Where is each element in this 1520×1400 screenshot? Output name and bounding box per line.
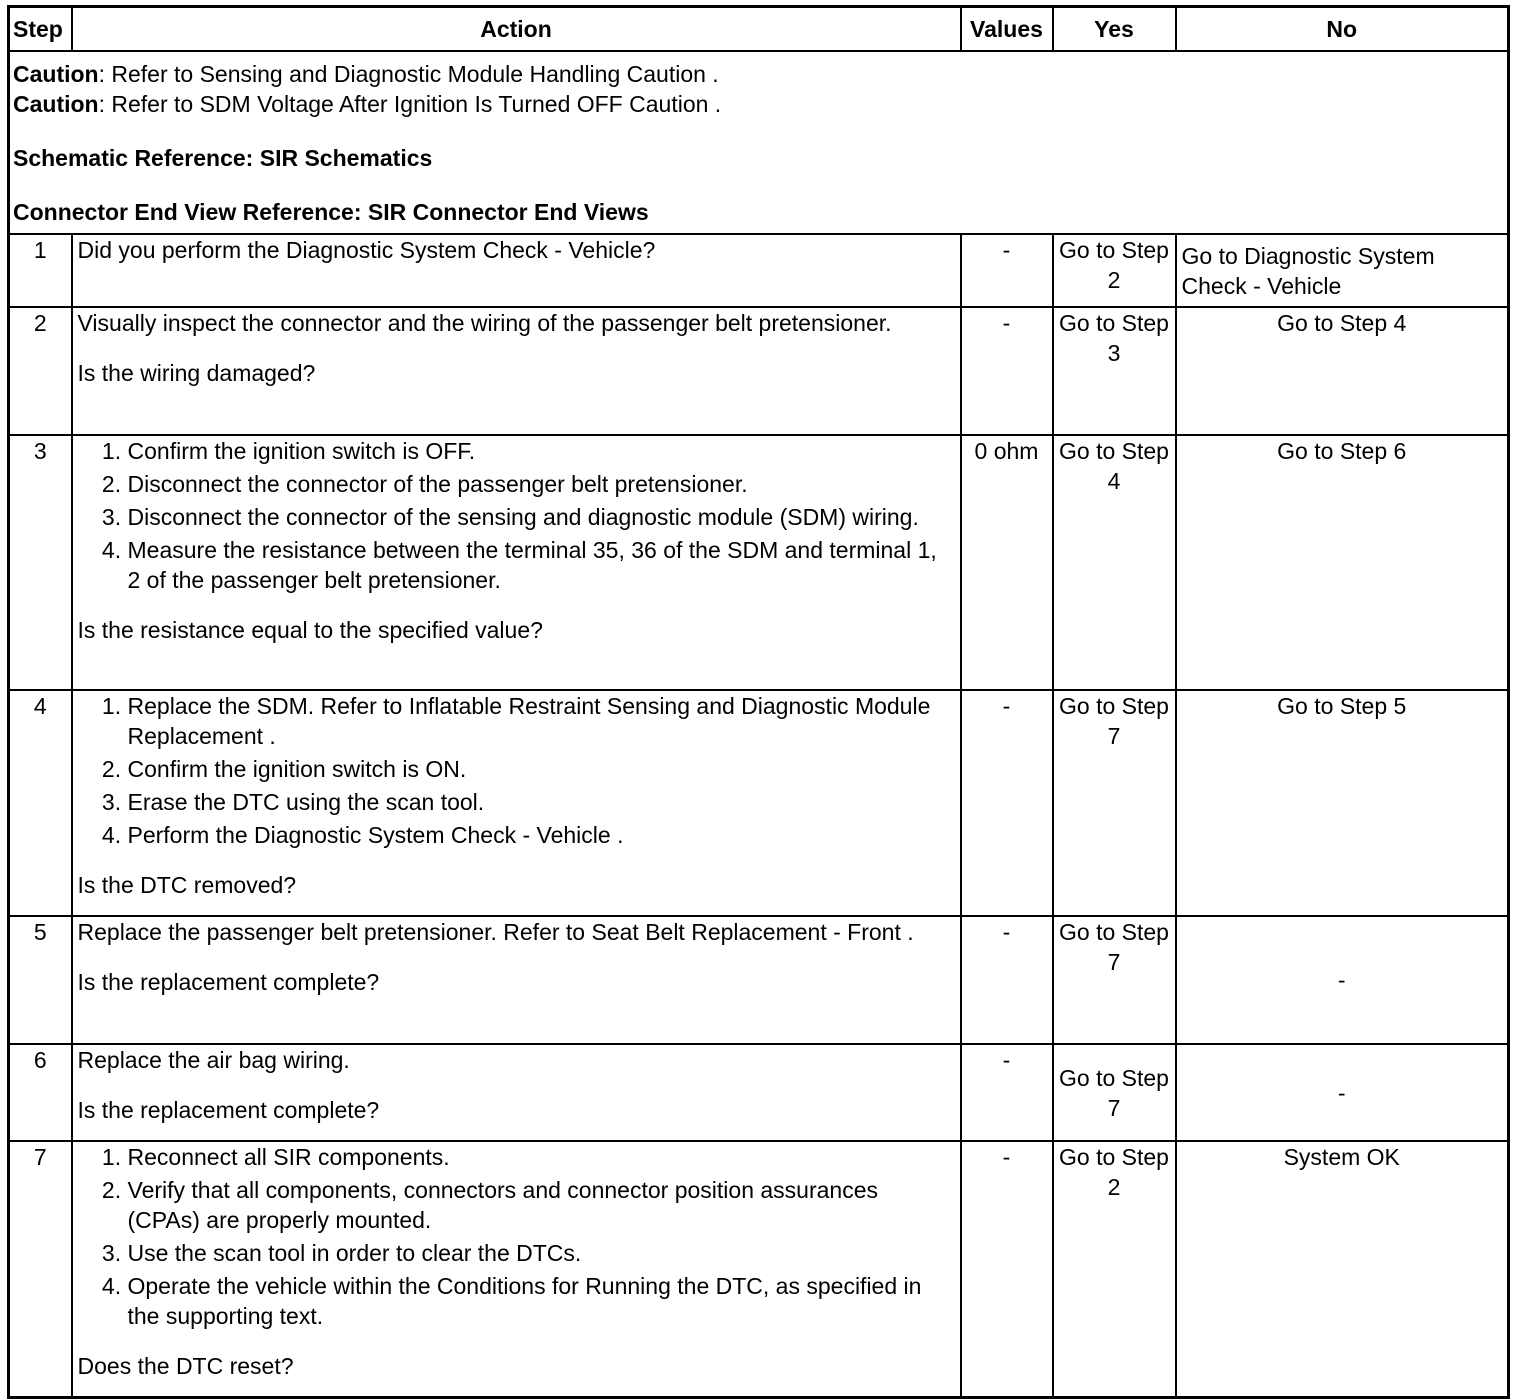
action-text: Did you perform the Diagnostic System Check - Vehicle? [77,237,656,263]
step-yes: Go to Step 2 [1053,234,1176,307]
step-value: - [961,1044,1053,1141]
step-yes: Go to Step 2 [1053,1141,1176,1397]
step-no: Go to Diagnostic System Check - Vehicle [1176,234,1509,307]
step-action [72,916,961,1044]
header-row [9,7,1509,52]
step-action [72,234,961,307]
intro-cell [9,51,1509,234]
step-value: - [961,1141,1053,1397]
step-number: 6 [9,1044,72,1141]
step-number: 4 [9,690,72,916]
schematic-reference [13,143,1504,173]
diagnostic-table [7,5,1510,1399]
action-text: Replace the passenger belt pretensioner. Refer to Seat Belt Replacement - Front . [77,919,914,945]
step-no: - [1176,916,1509,1044]
diagnostic-table-container [7,5,1510,1399]
caution-2 [13,89,1504,119]
step-value: - [961,307,1053,435]
intro-row [9,51,1509,234]
step-row-7 [9,1141,1509,1397]
step-no: - [1176,1044,1509,1141]
list-item: 2. Confirm the ignition switch is ON. [128,754,955,784]
caution-2-label: Caution [13,91,99,117]
step-number: 2 [9,307,72,435]
action-question: Is the DTC removed? [77,872,297,898]
step-no: Go to Step 6 [1176,435,1509,690]
step-action [72,690,961,916]
action-list [78,1142,955,1331]
header-step: Step [9,7,72,52]
step-row-1 [9,234,1509,307]
step-action [72,435,961,690]
step-yes: Go to Step 7 [1053,1044,1176,1141]
step-row-4 [9,690,1509,916]
step-row-6 [9,1044,1509,1141]
list-item: 1. Confirm the ignition switch is OFF. [128,436,955,466]
header-values: Values [961,7,1053,52]
step-number: 3 [9,435,72,690]
list-item: 2. Disconnect the connector of the passenger belt pretensioner. [128,469,955,499]
step-number: 7 [9,1141,72,1397]
action-question: Is the resistance equal to the specified value? [77,617,543,643]
list-item: 4. Operate the vehicle within the Conditions for Running the DTC, as specified in the supporting text. [128,1271,955,1331]
list-item: 4. Measure the resistance between the terminal 35, 36 of the SDM and terminal 1, 2 of the passenger belt pretensioner. [128,535,955,595]
list-item: 2. Verify that all components, connectors and connector position assurances (CPAs) are properly mounted. [128,1175,955,1235]
caution-2-text: : Refer to SDM Voltage After Ignition Is Turned OFF Caution . [98,91,722,117]
action-question: Is the replacement complete? [77,969,380,995]
schematic-reference-text: Schematic Reference: SIR Schematics [13,145,433,171]
list-item: 3. Use the scan tool in order to clear the DTCs. [128,1238,955,1268]
list-item: 1. Reconnect all SIR components. [128,1142,955,1172]
step-no: Go to Step 4 [1176,307,1509,435]
step-value: 0 ohm [961,435,1053,690]
step-no: System OK [1176,1141,1509,1397]
action-text: Visually inspect the connector and the wiring of the passenger belt pretensioner. [77,310,892,336]
step-no: Go to Step 5 [1176,690,1509,916]
step-row-5 [9,916,1509,1044]
step-row-3 [9,435,1509,690]
header-no: No [1176,7,1509,52]
step-yes: Go to Step 7 [1053,916,1176,1044]
action-question: Is the wiring damaged? [77,360,316,386]
connector-reference-text: Connector End View Reference: SIR Connector End Views [13,199,649,225]
connector-reference [13,197,1504,227]
step-yes: Go to Step 4 [1053,435,1176,690]
header-yes: Yes [1053,7,1176,52]
step-action [72,1044,961,1141]
caution-1-label: Caution [13,61,99,87]
step-action [72,1141,961,1397]
step-row-2 [9,307,1509,435]
header-action: Action [72,7,961,52]
step-yes: Go to Step 7 [1053,690,1176,916]
step-number: 1 [9,234,72,307]
step-value: - [961,234,1053,307]
action-text: Replace the air bag wiring. [77,1047,350,1073]
action-question: Does the DTC reset? [77,1353,294,1379]
caution-1 [13,59,1504,89]
step-number: 5 [9,916,72,1044]
action-question: Is the replacement complete? [77,1097,380,1123]
caution-1-text: : Refer to Sensing and Diagnostic Module Handling Caution . [98,61,719,87]
step-yes: Go to Step 3 [1053,307,1176,435]
list-item: 1. Replace the SDM. Refer to Inflatable Restraint Sensing and Diagnostic Module Replacement . [128,691,955,751]
step-action [72,307,961,435]
list-item: 3. Disconnect the connector of the sensing and diagnostic module (SDM) wiring. [128,502,955,532]
list-item: 4. Perform the Diagnostic System Check - Vehicle . [128,820,955,850]
action-list [78,691,955,850]
step-value: - [961,916,1053,1044]
action-list [78,436,955,595]
step-value: - [961,690,1053,916]
list-item: 3. Erase the DTC using the scan tool. [128,787,955,817]
